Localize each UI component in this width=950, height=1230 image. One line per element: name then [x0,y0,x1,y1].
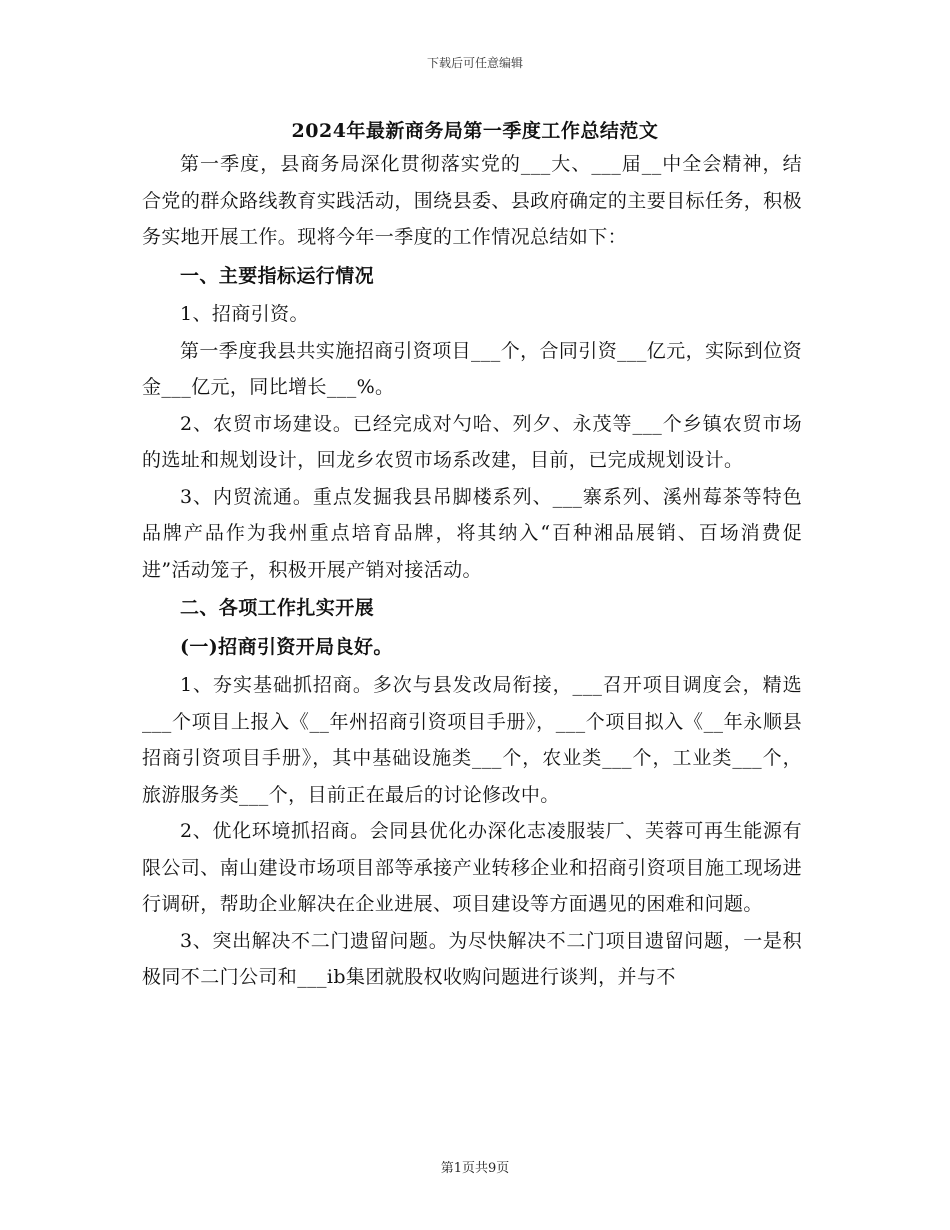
intro-paragraph: 第一季度，县商务局深化贯彻落实党的___大、___届__中全会精神，结合党的群众路线教育实践活动，围绕县委、县政府确定的主要目标任务，积极务实地开展工作。现将今年一季度的工作情况总结如下： [142,153,802,248]
document-title: 2024年最新商务局第一季度工作总结范文 [291,120,659,142]
page-header-note: 下载后可任意编辑 [426,56,523,70]
paragraph-trade: 3、内贸流通。重点发掘我县吊脚楼系列、___寨系列、溪州莓茶等特色品牌产品作为我州重点培育品牌，将其纳入“百种湘品展销、百场消费促进”活动笼子，积极开展产销对接活动。 [142,485,802,581]
section-heading-2: 二、各项工作扎实开展 [180,597,375,619]
subheading-investment: 1、招商引资。 [180,303,309,325]
section-heading-1: 一、主要指标运行情况 [180,264,375,287]
paragraph-investment: 第一季度我县共实施招商引资项目___个，合同引资___亿元，实际到位资金___亿元，同比增长___%。 [142,339,803,398]
document-body [142,146,802,996]
paragraph-foundation: 1、夯实基础抓招商。多次与县发改局衔接，___召开项目调度会，精选___个项目上报入《__年州招商引资项目手册》，___个项目拟入《__年永顺县招商引资项目手册》，其中基础设施类___个，农业类___个，工业类___个，旅游服务类___个，目前正在最后的讨论修改中。 [142,674,802,806]
paragraph-legacy: 3、突出解决不二门遗留问题。为尽快解决不二门项目遗留问题，一是积极同不二门公司和___ib集团就股权收购问题进行谈判，并与不 [142,929,802,988]
subsection-heading-1: (一)招商引资开局良好。 [180,635,393,658]
page-footer: 第1页共9页 [440,1161,510,1176]
paragraph-market: 2、农贸市场建设。已经完成对勺哈、列夕、永茂等___个乡镇农贸市场的选址和规划设计，回龙乡农贸市场系改建，目前，已完成规划设计。 [142,412,802,471]
paragraph-environment: 2、优化环境抓招商。会同县优化办深化志凌服装厂、芙蓉可再生能源有限公司、南山建设市场项目部等承接产业转移企业和招商引资项目施工现场进行调研，帮助企业解决在企业进展、项目建设等方面遇见的困难和问题。 [142,820,802,915]
